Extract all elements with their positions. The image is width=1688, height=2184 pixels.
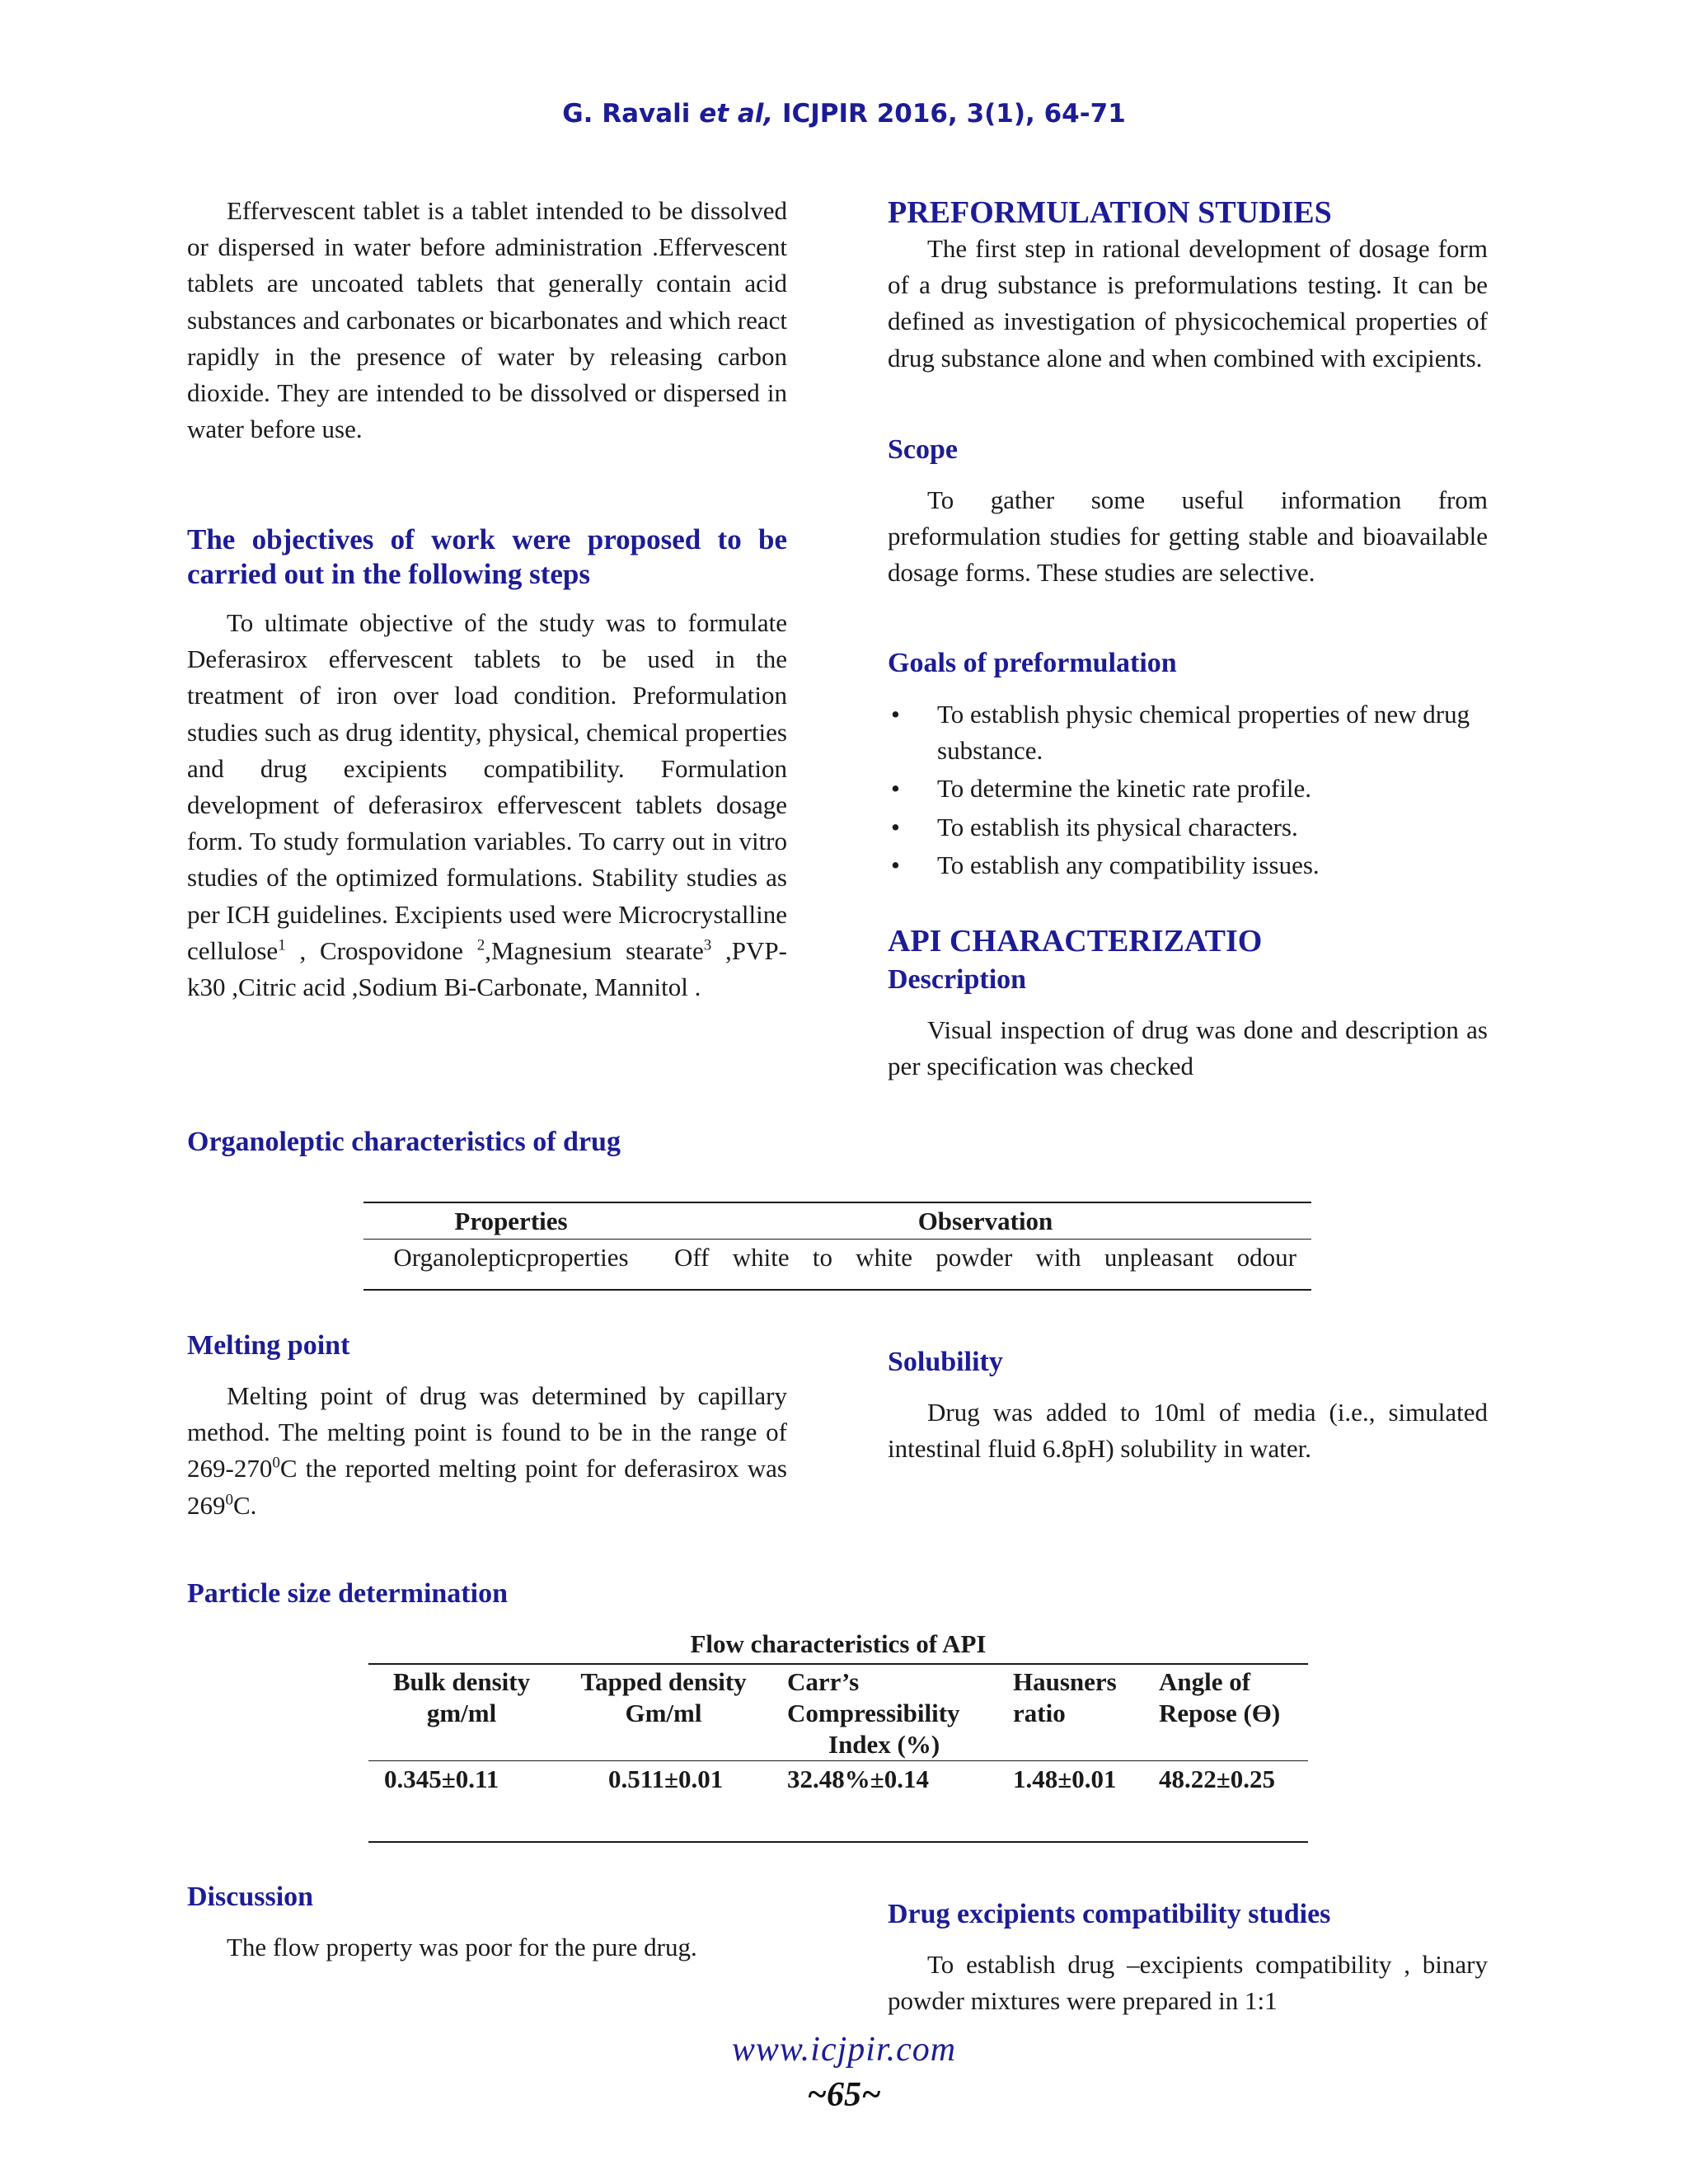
header-author: G. Ravali	[562, 99, 691, 129]
flow-col-header	[1013, 1666, 1145, 1729]
goal-text: To determine the kinetic rate profile.	[937, 774, 1312, 804]
header-etal: et al,	[699, 99, 774, 129]
solubility-paragraph: Drug was added to 10ml of media (i.e., simulated intestinal fluid 6.8pH) solubility in water.	[888, 1398, 1488, 1464]
footnote-ref-1: 1	[278, 936, 286, 954]
goal-item	[888, 771, 1488, 807]
objectives-text-d: ,PVP-k30 ,Citric acid ,Sodium Bi-Carbonate, Mannitol .	[187, 935, 788, 1002]
discussion-paragraph: The flow property was poor for the pure drug.	[227, 1933, 697, 1961]
col-header-observation: Observation	[917, 1207, 1053, 1235]
footnote-ref-3: 3	[703, 936, 712, 954]
objectives-text-b: , Crospovidone	[285, 935, 477, 965]
flow-table-top-rule	[368, 1663, 1308, 1665]
header-line: Hausners	[1013, 1667, 1117, 1696]
value-tapped-density: 0.511±0.01	[608, 1765, 724, 1793]
preformulation-heading: PREFORMULATION STUDIES	[888, 195, 1332, 230]
header-line: Compressibility	[787, 1699, 960, 1727]
melting-text-c: C.	[233, 1490, 257, 1520]
header-line: gm/ml	[426, 1699, 497, 1727]
header-citation: ICJPIR 2016, 3(1), 64-71	[781, 99, 1126, 129]
organoleptic-heading: Organoleptic characteristics of drug	[187, 1127, 621, 1157]
page-number: ~65~	[807, 2076, 881, 2114]
bullet-icon: •	[891, 812, 900, 841]
description-paragraph: Visual inspection of drug was done and description as per specification was checked	[888, 1015, 1488, 1081]
header-line: Gm/ml	[625, 1699, 702, 1727]
header-line: Bulk density	[392, 1667, 531, 1696]
flow-col-header	[379, 1666, 544, 1729]
melting-text-a: Melting point of drug was determined by capillary method. The melting point is found to be in the range of 269-270	[187, 1381, 787, 1483]
goal-item	[888, 809, 1488, 846]
scope-paragraph: To gather some useful information from preformulation studies for getting stable and bioavailable dosage forms. These studies are selective.	[888, 485, 1488, 588]
objectives-text-c: ,Magnesium stearate	[485, 935, 704, 965]
bullet-icon: •	[891, 774, 900, 804]
footer-url[interactable]: www.icjpir.com	[731, 2031, 957, 2069]
table-bottom-rule	[363, 1289, 1311, 1291]
col-header-properties: Properties	[454, 1207, 568, 1235]
solubility-heading: Solubility	[888, 1347, 1003, 1377]
header-line: ratio	[1013, 1699, 1066, 1727]
value-carrs-index: 32.48%±0.14	[787, 1765, 930, 1793]
goal-item	[888, 847, 1488, 883]
flow-col-header	[787, 1666, 993, 1760]
flow-col-header	[1159, 1666, 1307, 1729]
scope-heading: Scope	[888, 434, 958, 465]
cell-property: Organolepticproperties	[393, 1243, 629, 1272]
description-heading: Description	[888, 964, 1027, 995]
melting-heading: Melting point	[187, 1330, 350, 1361]
table-top-rule	[363, 1202, 1311, 1203]
cell-observation: Off white to white powder with unpleasant odour	[674, 1243, 1296, 1272]
header-line: Angle of	[1159, 1667, 1251, 1696]
melting-text-b: C the reported melting point for deferasirox was 269	[187, 1454, 787, 1520]
goal-text: To establish its physical characters.	[937, 812, 1298, 841]
goals-list	[888, 696, 1488, 885]
running-header	[0, 99, 1688, 129]
header-line: Tapped density	[580, 1667, 747, 1696]
flow-table-title: Flow characteristics of API	[690, 1629, 987, 1658]
objectives-heading: The objectives of work were proposed to be carried out in the following steps	[187, 523, 787, 590]
bullet-icon: •	[891, 850, 900, 879]
header-line: Carr’s	[787, 1667, 860, 1696]
value-bulk-density: 0.345±0.11	[384, 1765, 499, 1793]
compatibility-paragraph: To establish drug –excipients compatibility , binary powder mixtures were prepared in 1:1	[888, 1950, 1488, 2016]
preformulation-paragraph: The first step in rational development of dosage form of a drug substance is preformulations testing. It can be defined as investigation of physicochemical properties of drug substance alone and when combined with excipients.	[888, 234, 1488, 373]
header-line: Repose (Ɵ)	[1159, 1699, 1281, 1727]
particle-heading: Particle size determination	[187, 1578, 508, 1609]
discussion-heading: Discussion	[187, 1882, 314, 1912]
bullet-icon: •	[891, 700, 900, 729]
degree-sup: 0	[225, 1491, 233, 1509]
goal-text: To establish physic chemical properties of new drug substance.	[937, 700, 1470, 766]
goal-text: To establish any compatibility issues.	[937, 850, 1320, 879]
footnote-ref-2: 2	[476, 936, 485, 954]
compatibility-heading: Drug excipients compatibility studies	[888, 1899, 1331, 1929]
flow-table-header-rule	[368, 1760, 1308, 1761]
goals-heading: Goals of preformulation	[888, 648, 1177, 678]
intro-paragraph: Effervescent tablet is a tablet intended to be dissolved or dispersed in water before administration .Effervescent tablets are uncoated tablets that generally contain acid substances and carbonates or bicarbonates and which react rapidly in the presence of water by releasing carbon dioxide. They are intended to be dissolved or dispersed in water before use.	[187, 196, 787, 444]
objectives-paragraph	[187, 605, 787, 1005]
value-angle-of-repose: 48.22±0.25	[1159, 1765, 1276, 1793]
flow-col-header	[563, 1666, 764, 1729]
table-header-rule	[363, 1239, 1311, 1240]
goal-item	[888, 696, 1488, 769]
degree-sup: 0	[272, 1455, 280, 1473]
header-line: Index (%)	[828, 1730, 940, 1759]
objectives-text-a: To ultimate objective of the study was to formulate Deferasirox effervescent tablets to be used in the treatment of iron over load condition. Preformulation studies such as drug identity, physical, chemical properties and drug excipients compatibility. Formulation development of deferasirox effervescent tablets dosage form. To study formulation variables. To carry out in vitro studies of the optimized formulations. Stability studies as per ICH guidelines. Excipients used were Microcrystalline cellulose	[187, 608, 787, 965]
value-hausners-ratio: 1.48±0.01	[1013, 1765, 1117, 1793]
melting-paragraph	[187, 1378, 787, 1524]
flow-table-bottom-rule	[368, 1841, 1308, 1843]
api-heading: API CHARACTERIZATIO	[888, 924, 1263, 958]
